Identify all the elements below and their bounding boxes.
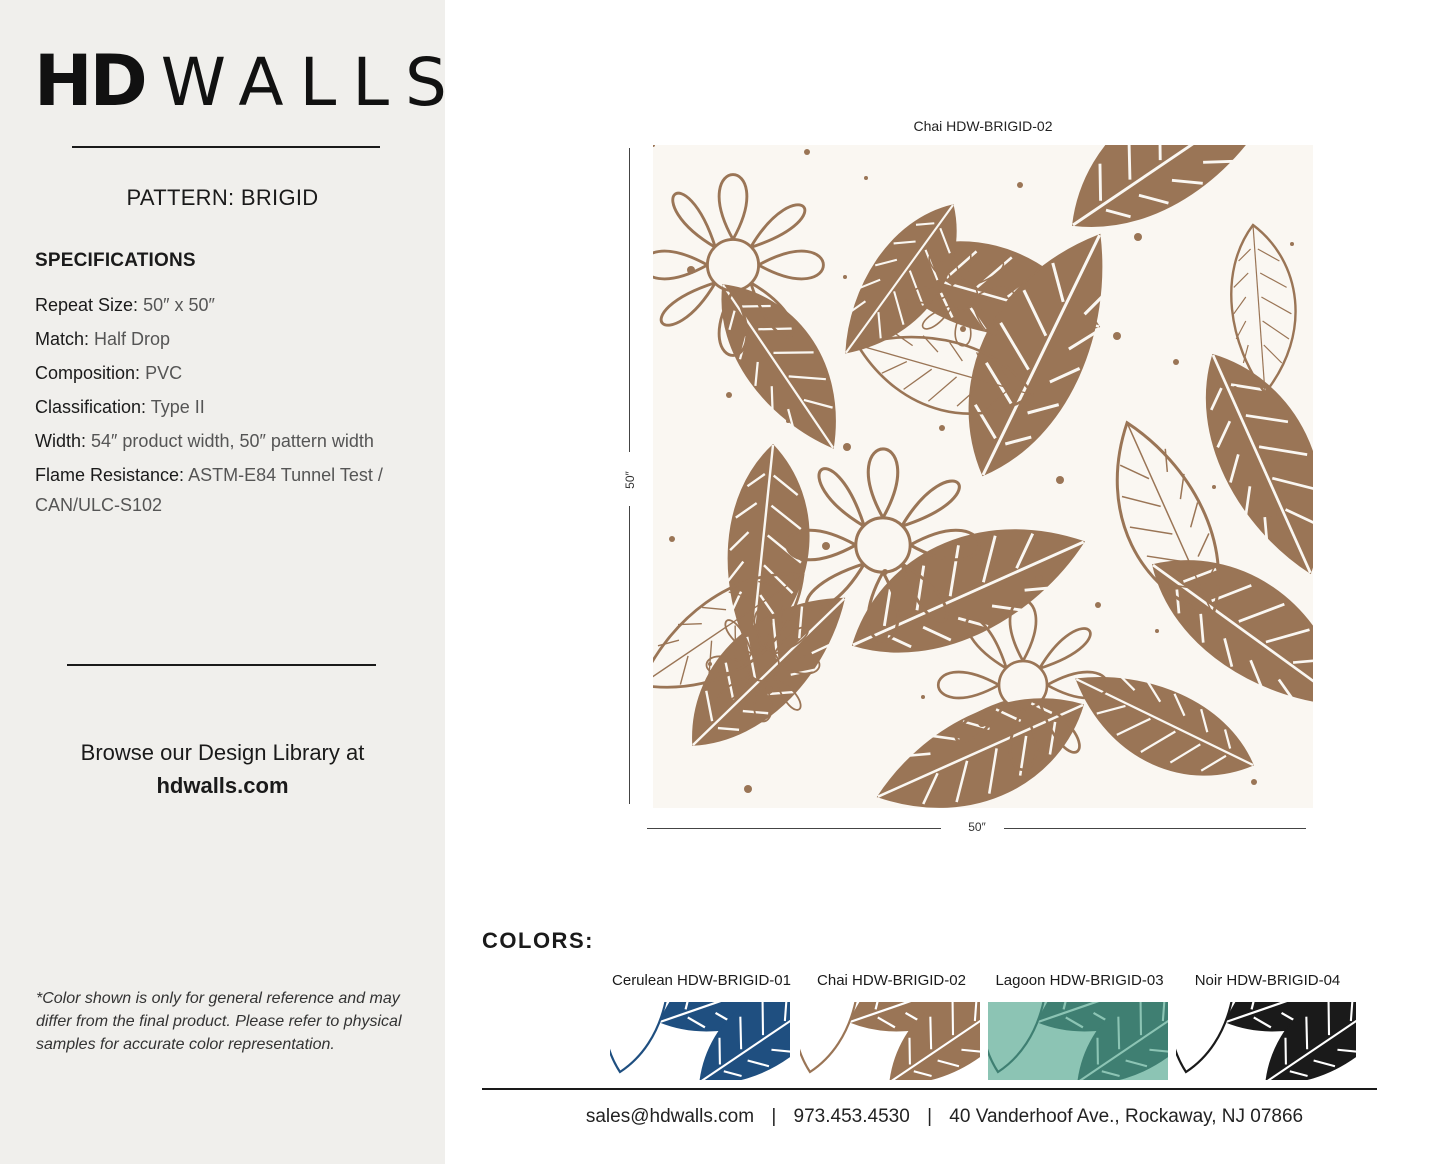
width-dimension-line-left xyxy=(647,828,941,829)
color-label-chai: Chai HDW-BRIGID-02 xyxy=(817,972,966,989)
website-link[interactable]: hdwalls.com xyxy=(156,773,289,798)
color-sample-cerulean xyxy=(610,1002,790,1080)
color-sample-graphic-cerulean xyxy=(610,1002,790,1080)
color-sample-graphic-noir xyxy=(1176,1002,1356,1080)
color-sample-lagoon xyxy=(988,1002,1168,1080)
top-divider xyxy=(72,146,380,148)
color-option-cerulean[interactable] xyxy=(610,970,793,1080)
spec-repeat-size: Repeat Size: 50″ x 50″ xyxy=(35,295,215,315)
color-sample-graphic-lagoon xyxy=(988,1002,1168,1080)
color-label-lagoon: Lagoon HDW-BRIGID-03 xyxy=(995,972,1164,989)
specifications-heading: SPECIFICATIONS xyxy=(35,250,196,271)
width-dimension-line-right xyxy=(1004,828,1306,829)
color-option-noir[interactable] xyxy=(1176,970,1359,1080)
spec-composition: Composition: PVC xyxy=(35,363,183,383)
logo-light-text: WALLS xyxy=(160,44,463,121)
height-dimension-line-bottom xyxy=(629,506,630,804)
color-label-noir: Noir HDW-BRIGID-04 xyxy=(1194,972,1341,989)
specifications-list xyxy=(35,290,405,520)
spec-flame-resistance: Flame Resistance: ASTM-E84 Tunnel Test / CAN/ULC-S102 xyxy=(35,465,383,515)
color-label-cerulean: Cerulean HDW-BRIGID-01 xyxy=(612,972,791,989)
spec-match: Match: Half Drop xyxy=(35,329,171,349)
browse-text: Browse our Design Library at xyxy=(80,740,365,765)
contact-address: 40 Vanderhoof Ave., Rockaway, NJ 07866 xyxy=(949,1106,1304,1127)
color-disclaimer: *Color shown is only for general reference and may differ from the final product. Please refer to physical samples for accurate color representation. xyxy=(36,990,402,1053)
botanical-pattern-graphic xyxy=(653,145,1313,808)
spec-classification: Classification: Type II xyxy=(35,397,205,417)
browse-section xyxy=(0,736,445,802)
color-sample-noir xyxy=(1176,1002,1356,1080)
footer-separator: | xyxy=(771,1106,777,1127)
contact-email[interactable]: sales@hdwalls.com xyxy=(585,1106,755,1127)
brand-logo xyxy=(34,40,463,122)
contact-phone[interactable]: 973.453.4530 xyxy=(793,1106,910,1127)
color-sample-chai xyxy=(800,1002,980,1080)
main-swatch-title: Chai HDW-BRIGID-02 xyxy=(913,118,1053,134)
colors-heading: COLORS: xyxy=(482,928,594,953)
height-dimension-label: 50″ xyxy=(623,471,637,489)
pattern-preview-image xyxy=(653,145,1313,808)
color-option-lagoon[interactable] xyxy=(988,970,1171,1080)
color-option-chai[interactable] xyxy=(800,970,983,1080)
width-dimension-label: 50″ xyxy=(968,820,986,834)
sidebar xyxy=(0,0,463,1164)
color-sample-graphic-chai xyxy=(800,1002,980,1080)
pattern-title: PATTERN: BRIGID xyxy=(126,185,319,210)
height-dimension-line-top xyxy=(629,148,630,452)
contact-footer xyxy=(482,1106,1407,1128)
middle-divider xyxy=(67,664,376,666)
logo-bold-text: HD xyxy=(34,40,145,122)
footer-divider xyxy=(482,1088,1377,1090)
footer-separator: | xyxy=(927,1106,932,1127)
spec-width: Width: 54″ product width, 50″ pattern width xyxy=(35,431,374,451)
